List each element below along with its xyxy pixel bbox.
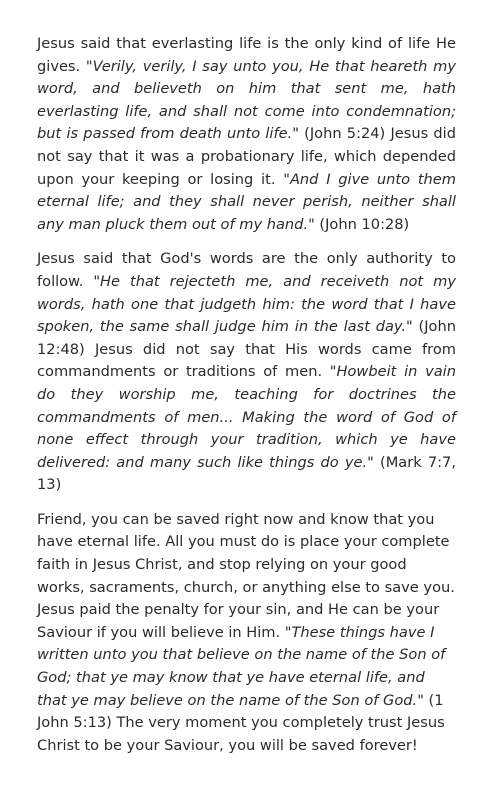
document-page [37, 33, 456, 769]
scripture-quote: "Verily, verily, I say unto you, He that heareth my word, and believeth on him that sent me, hath everlasting life, and shall not come into condemnation; but is passed from death unto life." [37, 57, 456, 143]
paragraph-gods-words-authority [37, 248, 456, 497]
scripture-quote: "And I give unto them eternal life; and they shall never perish, neither shall any man pluck them out of my hand." [37, 170, 456, 233]
paragraph-everlasting-life [37, 33, 456, 236]
paragraph-text: Friend, you can be saved right now and know that you have eternal life. All you must do is place your complete faith in Jesus Christ, and stop relying on your good works, sacraments, church, or anything else to save you. Jesus paid the penalty for your sin, and He can be your Saviour if you will believe in Him. [37, 510, 455, 641]
scripture-quote: "Howbeit in vain do they worship me, teaching for doctrines the commandments of men... Making the word of God of none effect through your tradition, which ye have delivered: and many such like things do ye." [37, 363, 456, 471]
paragraph-text: Jesus said that God's words are the only authority to follow. [37, 250, 456, 290]
paragraph-text: (John 5:24) Jesus did not say that it was a probationary life, which depended upon your keeping or losing it. [37, 125, 456, 188]
scripture-quote: "These things have I written unto you that believe on the name of the Son of God; that ye may know that ye have eternal life, and that ye may believe on the name of the Son of God." [37, 623, 446, 709]
paragraph-text: (1 John 5:13) The very moment you completely trust Jesus Christ to be your Saviour, you will be saved forever! [37, 691, 445, 754]
paragraph-invitation [37, 509, 456, 758]
scripture-reference: (Mark 7:7, 13) [37, 453, 456, 494]
paragraph-text: Jesus said that everlasting life is the only kind of life He gives. [37, 35, 456, 75]
scripture-quote: "He that rejecteth me, and receiveth not my words, hath one that judgeth him: the word that I have spoken, the same shall judge him in the last day." [37, 272, 456, 336]
paragraph-text: (John 12:48) Jesus did not say that His words came from commandments or traditions of men. [37, 318, 456, 381]
scripture-reference: (John 10:28) [314, 215, 410, 233]
